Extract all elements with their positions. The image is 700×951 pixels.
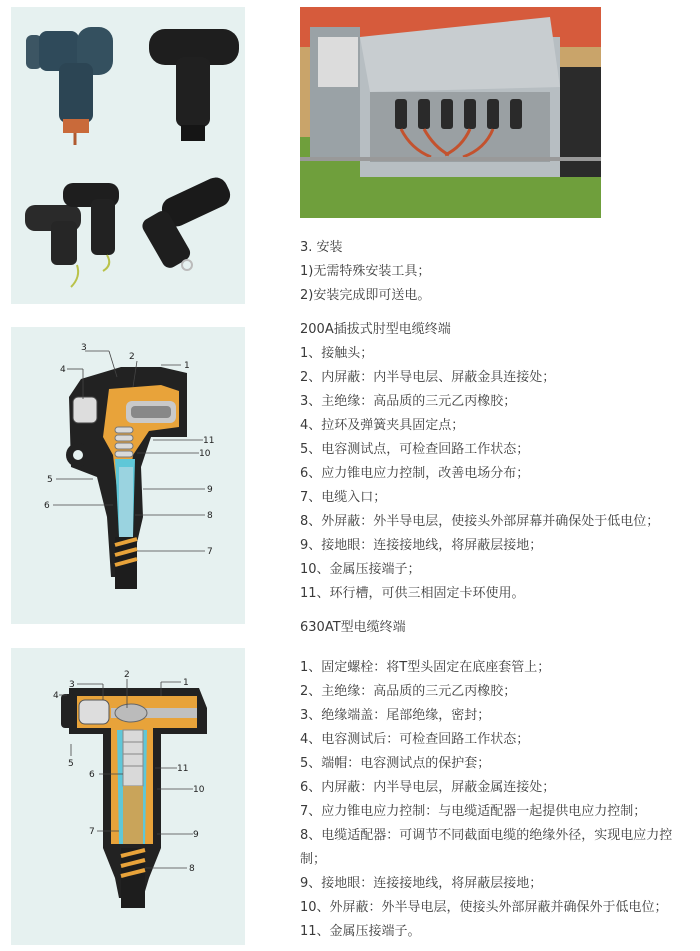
callout-5: 5 [47,475,53,485]
callout-11: 11 [203,436,215,446]
diagram-630at-panel [11,648,245,945]
list-item: 5、电容测试点，可检查回路工作状态； [300,442,530,457]
elbow-200a-diagram [11,327,245,624]
callout-7: 7 [89,827,95,837]
callout-10: 10 [193,785,205,795]
callout-4: 4 [53,691,59,701]
callout-6: 6 [44,501,50,511]
section-630at-title [300,616,690,640]
callout-6: 6 [89,770,95,780]
callout-7: 7 [207,547,213,557]
list-item: 8、电缆适配器：可调节不同截面电缆的绝缘外径，实现电应力控制； [300,828,673,867]
callout-1: 1 [183,678,189,688]
list-item: 6、内屏蔽：内半导电层，屏蔽金属连接处； [300,780,556,795]
callout-3: 3 [69,680,75,690]
section-title: 200A插拔式肘型电缆终端 [300,322,451,337]
list-item: 10、金属压接端子； [300,562,421,577]
callout-11: 11 [177,764,189,774]
section-630at [300,656,690,944]
tee-630at-diagram [11,648,245,945]
list-item: 3、主绝缘：高品质的三元乙丙橡胶； [300,394,517,409]
callout-8: 8 [207,511,213,521]
list-item: 1、接触头； [300,346,374,361]
list-item: 7、应力锥电应力控制：与电缆适配器一起提供电应力控制； [300,804,647,819]
list-item: 2、主绝缘：高品质的三元乙丙橡胶； [300,684,517,699]
section-200a [300,318,690,606]
install-section [300,236,690,308]
list-item: 4、拉环及弹簧夹具固定点； [300,418,465,433]
callout-1: 1 [184,361,190,371]
callout-2: 2 [124,670,130,680]
list-item: 4、电容测试后：可检查回路工作状态； [300,732,530,747]
list-item: 6、应力锥电应力控制，改善电场分布； [300,466,530,481]
list-item: 2、内屏蔽：内半导电层、屏蔽金具连接处； [300,370,556,385]
diagram-200a-panel [11,327,245,624]
install-item: 1)无需特殊安装工具； [300,264,431,279]
list-item: 5、端帽：电容测试点的保护套； [300,756,491,771]
callout-4: 4 [60,365,66,375]
install-item: 2)安装完成即可送电。 [300,288,431,303]
cabinet-installation-photo [300,7,601,218]
list-item: 11、金属压接端子。 [300,924,421,939]
list-item: 3、绝缘端盖：尾部绝缘，密封； [300,708,491,723]
list-item: 9、接地眼：连接接地线，将屏蔽层接地； [300,876,543,891]
cabinet-photo-image [300,7,601,218]
list-item: 9、接地眼：连接接地线，将屏蔽层接地； [300,538,543,553]
callout-10: 10 [199,449,211,459]
section-title: 630AT型电缆终端 [300,620,406,635]
callout-9: 9 [193,830,199,840]
list-item: 8、外屏蔽：外半导电层，使接头外部屏幕并确保处于低电位； [300,514,660,529]
product-photo-panel [11,7,245,304]
list-item: 1、固定螺栓：将T型头固定在底座套管上； [300,660,551,675]
callout-9: 9 [207,485,213,495]
callout-8: 8 [189,864,195,874]
callout-5: 5 [68,759,74,769]
install-heading: 3. 安装 [300,240,343,255]
connector-products-image [11,7,245,304]
callout-2: 2 [129,352,135,362]
list-item: 11、环行槽，可供三相固定卡环使用。 [300,586,525,601]
list-item: 10、外屏蔽：外半导电层，使接头外部屏蔽并确保外于低电位； [300,900,668,915]
callout-3: 3 [81,343,87,353]
list-item: 7、电缆入口； [300,490,387,505]
